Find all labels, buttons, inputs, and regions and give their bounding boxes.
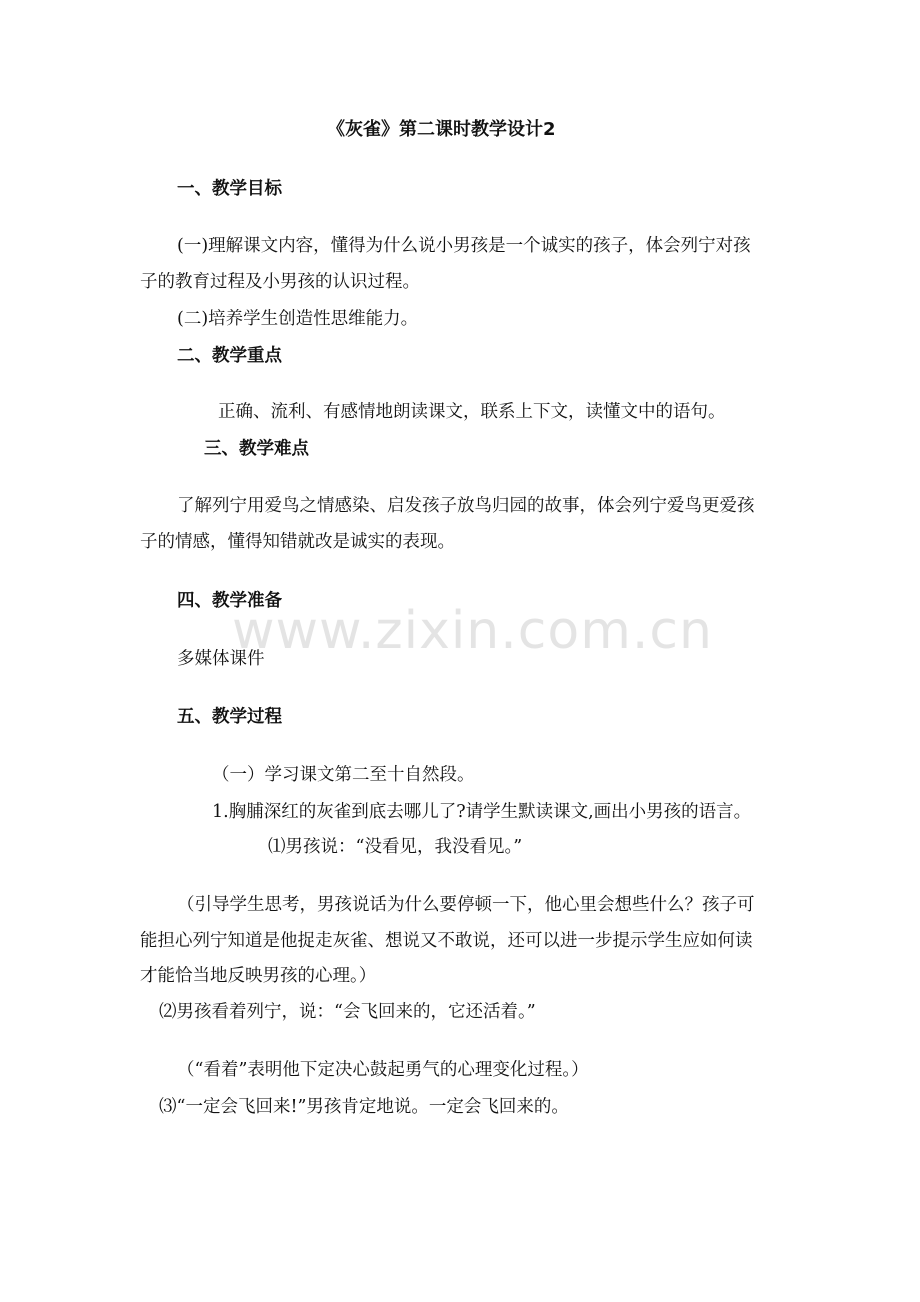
process-quote-3: ⑶“一定会飞回来!”男孩肯定地说。一定会飞回来的。 bbox=[159, 1097, 569, 1117]
watermark: www.zixin.com.cn bbox=[232, 601, 713, 661]
objective-1-line-1: (一)理解课文内容，懂得为什么说小男孩是一个诚实的孩子，体会列宁对孩 bbox=[177, 236, 751, 256]
process-quote-1: ⑴男孩说：“没看见，我没看见。” bbox=[268, 837, 523, 857]
section-heading-preparation: 四、教学准备 bbox=[177, 591, 282, 611]
objective-2: (二)培养学生创造性思维能力。 bbox=[177, 309, 419, 329]
process-note-1-line-2: 能担心列宁知道是他捉走灰雀、想说又不敢说，还可以进一步提示学生应如何读 bbox=[140, 931, 753, 951]
process-subheading-1: （一）学习课文第二至十自然段。 bbox=[212, 765, 475, 785]
process-note-1-line-3: 才能恰当地反映男孩的心理。） bbox=[140, 966, 377, 986]
section-heading-process: 五、教学过程 bbox=[177, 707, 282, 727]
preparation-text: 多媒体课件 bbox=[177, 649, 265, 669]
section-heading-objectives: 一、教学目标 bbox=[177, 179, 282, 199]
difficulties-line-2: 子的情感，懂得知错就改是诚实的表现。 bbox=[140, 532, 455, 552]
process-note-1-line-1: （引导学生思考，男孩说话为什么要停顿一下，他心里会想些什么？孩子可 bbox=[177, 895, 755, 915]
section-heading-difficulties: 三、教学难点 bbox=[204, 439, 309, 459]
key-points-text: 正确、流利、有感情地朗读课文，联系上下文，读懂文中的语句。 bbox=[218, 402, 726, 422]
objective-1-line-2: 子的教育过程及小男孩的认识过程。 bbox=[140, 272, 420, 292]
section-heading-key-points: 二、教学重点 bbox=[177, 346, 282, 366]
process-item-1: 1.胸脯深红的灰雀到底去哪儿了?请学生默读课文,画出小男孩的语言。 bbox=[212, 802, 752, 822]
process-quote-2: ⑵男孩看着列宁，说：“会飞回来的，它还活着。” bbox=[159, 1002, 536, 1022]
process-note-2: （“看着”表明他下定决心鼓起勇气的心理变化过程。） bbox=[177, 1060, 589, 1080]
difficulties-line-1: 了解列宁用爱鸟之情感染、启发孩子放鸟归园的故事，体会列宁爱鸟更爱孩 bbox=[177, 496, 755, 516]
document-title: 《灰雀》第二课时教学设计2 bbox=[327, 119, 556, 140]
